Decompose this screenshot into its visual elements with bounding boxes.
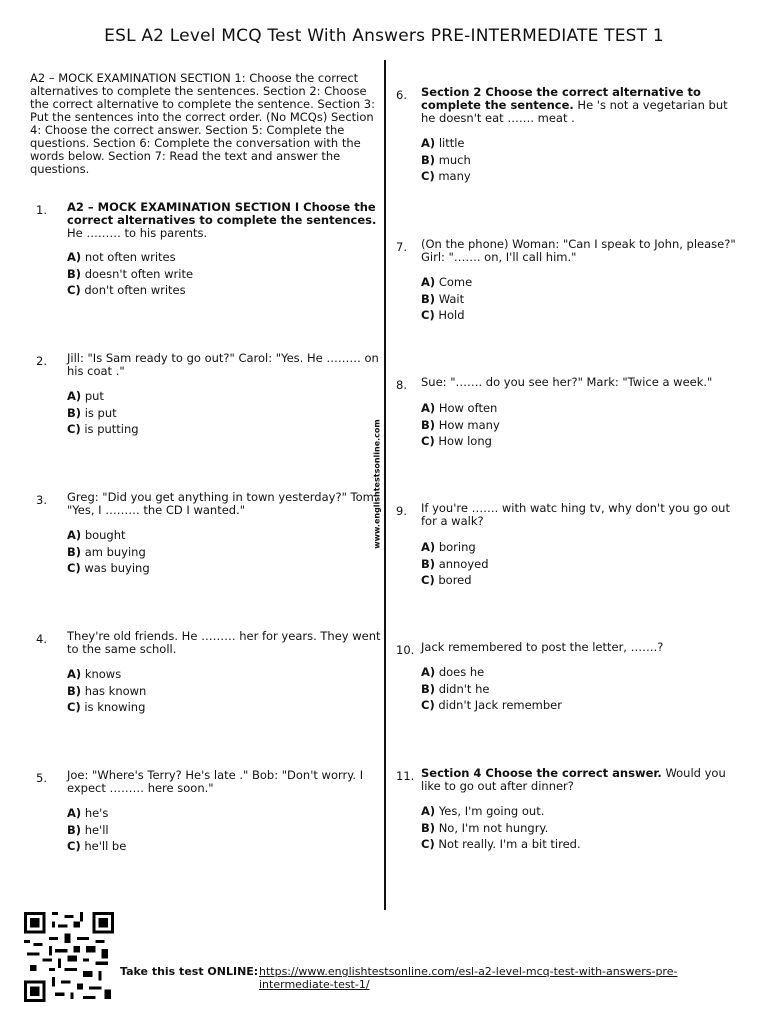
question-number: 10. xyxy=(396,643,415,657)
question-text: If you're ……. with watc hing tv, why don't you go out for a walk? xyxy=(421,501,730,528)
question-lead: Section 4 Choose the correct answer. xyxy=(421,766,662,780)
question-number: 4. xyxy=(36,632,47,646)
footer-label: Take this test ONLINE: xyxy=(120,965,259,978)
option-a[interactable]: A) not often writes xyxy=(67,250,176,264)
option-b[interactable]: B) is put xyxy=(67,405,117,420)
option-a[interactable]: A) How often xyxy=(421,401,498,415)
answer-options xyxy=(67,805,126,855)
answer-options xyxy=(67,388,139,438)
option-c[interactable]: C) is putting xyxy=(67,422,139,436)
question-text: They're old friends. He ……… her for years. They went to the same scholl. xyxy=(67,629,381,656)
option-b[interactable]: B) No, I'm not hungry. xyxy=(421,820,549,835)
option-c[interactable]: C) Hold xyxy=(421,308,465,322)
answer-options xyxy=(421,135,471,185)
side-watermark xyxy=(372,419,385,549)
answer-options xyxy=(421,664,562,714)
option-b[interactable]: B) annoyed xyxy=(421,556,489,571)
side-watermark-text: www.englishtestsonline.com xyxy=(373,416,382,552)
question-text: Jack remembered to post the letter, …….? xyxy=(421,640,664,654)
question-text: (On the phone) Woman: "Can I speak to John, please?" Girl: "……. on, I'll call him." xyxy=(421,237,736,264)
question-text: He 's not a vegetarian but he doesn't eat ……. meat . xyxy=(421,98,728,125)
option-a[interactable]: A) put xyxy=(67,389,104,403)
question-text: Sue: "……. do you see her?" Mark: "Twice a week." xyxy=(421,375,713,389)
question-stem xyxy=(67,201,387,240)
option-c[interactable]: C) didn't Jack remember xyxy=(421,698,562,712)
question-number: 5. xyxy=(36,771,47,785)
option-b[interactable]: B) he'll xyxy=(67,822,109,837)
option-a[interactable]: A) he's xyxy=(67,806,109,820)
option-a[interactable]: A) knows xyxy=(67,667,122,681)
option-a[interactable]: A) Yes, I'm going out. xyxy=(421,804,545,818)
test-online-link[interactable]: https://www.englishtestsonline.com/esl-a2-level-mcq-test-with-answers-pre-intermediate-test-1/ xyxy=(259,965,678,991)
instructions: A2 – MOCK EXAMINATION SECTION 1: Choose the correct alternatives to complete the sentences. Section 2: Choose the correct alternative to complete the sentence. Section 3: Put the sentences into the correct order. (No MCQs) Section 4: Choose the correct answer. Section 5: Complete the questions. Section 6: Complete the conversation with the words below. Section 7: Read the text and answer the questions. xyxy=(30,71,375,176)
question-text: Would you like to go out after dinner? xyxy=(421,766,726,793)
question-number: 3. xyxy=(36,493,47,507)
question-stem xyxy=(421,238,741,264)
question-lead: Section 2 Choose the correct alternative to complete the sentence. xyxy=(421,85,701,112)
option-c[interactable]: C) he'll be xyxy=(67,839,127,853)
question-stem xyxy=(67,630,387,656)
question-stem xyxy=(67,491,387,517)
answer-options xyxy=(67,527,150,577)
question-number: 2. xyxy=(36,354,47,368)
option-a[interactable]: A) Come xyxy=(421,275,473,289)
option-a[interactable]: A) does he xyxy=(421,665,485,679)
question-stem xyxy=(421,502,741,528)
answer-options xyxy=(421,539,489,589)
question-text: Joe: "Where's Terry? He's late ." Bob: "Don't worry. I expect ……… here soon." xyxy=(67,768,364,795)
answer-options xyxy=(67,249,193,299)
question-number: 1. xyxy=(36,203,47,217)
question-number: 11. xyxy=(396,769,415,783)
option-b[interactable]: B) didn't he xyxy=(421,681,490,696)
question-text: Greg: "Did you get anything in town yesterday?" Tom: "Yes, I ……… the CD I wanted." xyxy=(67,490,378,517)
option-c[interactable]: C) was buying xyxy=(67,561,150,575)
option-c[interactable]: C) How long xyxy=(421,434,492,448)
question-number: 9. xyxy=(396,504,407,518)
option-a[interactable]: A) bought xyxy=(67,528,126,542)
question-stem xyxy=(421,767,741,793)
question-stem xyxy=(67,769,387,795)
question-number: 7. xyxy=(396,240,407,254)
question-stem xyxy=(67,352,387,378)
option-b[interactable]: B) doesn't often write xyxy=(67,266,194,281)
option-c[interactable]: C) Not really. I'm a bit tired. xyxy=(421,837,581,851)
question-text: He ……… to his parents. xyxy=(67,226,208,240)
question-number: 6. xyxy=(396,88,407,102)
option-c[interactable]: C) is knowing xyxy=(67,700,146,714)
question-stem xyxy=(421,641,741,654)
question-text: Jill: "Is Sam ready to go out?" Carol: "Yes. He ……… on his coat ." xyxy=(67,351,379,378)
answer-options xyxy=(421,400,500,450)
answer-options xyxy=(421,274,472,324)
answer-options xyxy=(67,666,146,716)
question-stem xyxy=(421,376,741,389)
qr-code-icon xyxy=(24,912,114,1002)
option-b[interactable]: B) How many xyxy=(421,417,500,432)
option-c[interactable]: C) many xyxy=(421,169,471,183)
option-a[interactable]: A) little xyxy=(421,136,465,150)
option-c[interactable]: C) bored xyxy=(421,573,472,587)
question-stem xyxy=(421,86,741,125)
answer-options xyxy=(421,803,581,853)
page-title: ESL A2 Level MCQ Test With Answers PRE-INTERMEDIATE TEST 1 xyxy=(104,26,664,46)
option-c[interactable]: C) don't often writes xyxy=(67,283,186,297)
option-b[interactable]: B) am buying xyxy=(67,544,146,559)
option-b[interactable]: B) has known xyxy=(67,683,147,698)
question-lead: A2 – MOCK EXAMINATION SECTION I Choose the correct alternatives to complete the sentences. xyxy=(67,200,377,227)
option-b[interactable]: B) much xyxy=(421,152,471,167)
option-a[interactable]: A) boring xyxy=(421,540,476,554)
option-b[interactable]: B) Wait xyxy=(421,291,465,306)
question-number: 8. xyxy=(396,378,407,392)
